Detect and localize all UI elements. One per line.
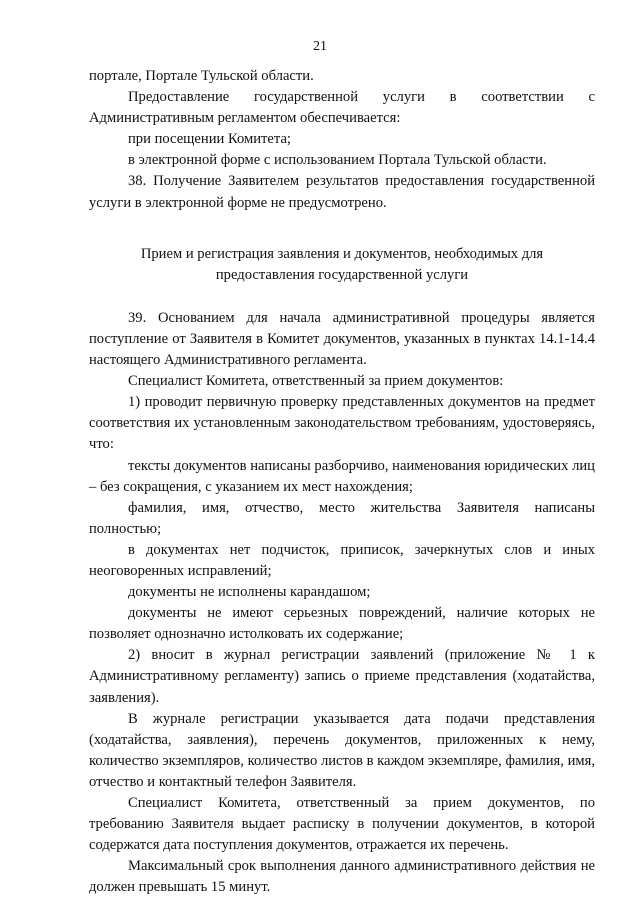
section-heading-line-1: Прием и регистрация заявления и документов, необходимых для [140,245,544,262]
paragraph-no-corrections: в документах нет подчисток, приписок, зачеркнутых слов и иных неоговоренных исправлений; [89,541,595,579]
paragraph-visit-committee: при посещении Комитета; [128,131,291,148]
paragraph-service-provision: Предоставление государственной услуги в соответствии с Административным регламентом обеспечивается: [89,89,595,127]
paragraph-item-38: 38. Получение Заявителем результатов предоставления государственной услуги в электронной форме не предусмотрено. [89,173,595,211]
paragraph-texts-legible: тексты документов написаны разборчиво, наименования юридических лиц – без сокращения, с указанием их мест нахождения; [89,457,595,495]
page-content [89,66,595,898]
section-heading [89,244,595,286]
paragraph-full-name: фамилия, имя, отчество, место жительства Заявителя написаны полностью; [89,499,595,537]
paragraph-specialist-duties: Специалист Комитета, ответственный за прием документов: [128,373,504,390]
paragraph-no-damage: документы не имеют серьезных повреждений, наличие которых не позволяет однозначно истолковать их содержание; [89,605,595,643]
section-heading-line-2: предоставления государственной услуги [215,266,469,283]
paragraph-electronic-form: в электронной форме с использованием Портала Тульской области. [128,152,547,169]
paragraph-portal-continuation: порталe, Портале Тульской области. [89,68,314,84]
paragraph-receipt: Специалист Комитета, ответственный за прием документов, по требованию Заявителя выдает расписку в получении документов, в которой содержатся дата поступления документов, отражается их перечень. [89,795,595,854]
paragraph-primary-check: 1) проводит первичную проверку представленных документов на предмет соответствия их установленным законодательством требованиям, удостоверяясь, что: [89,394,595,453]
paragraph-journal-entry: 2) вносит в журнал регистрации заявлений (приложение № 1 к Административному регламенту) запись о приеме представления (ходатайства, заявления). [89,647,595,706]
page-number: 21 [313,39,327,54]
paragraph-item-39: 39. Основанием для начала административной процедуры является поступление от Заявителя в Комитет документов, указанных в пунктах 14.1-14.4 настоящего Административного регламента. [89,309,595,369]
paragraph-journal-contents: В журнале регистрации указывается дата подачи представления (ходатайства, заявления), перечень документов, приложенных к нему, количество экземпляров, количество листов в каждом экземпляре, фамилия, имя, отчество и контактный телефон Заявителя. [89,710,595,790]
paragraph-no-pencil: документы не исполнены карандашом; [128,584,371,601]
paragraph-max-duration: Максимальный срок выполнения данного административного действия не должен превышать 15 минут. [89,858,595,896]
